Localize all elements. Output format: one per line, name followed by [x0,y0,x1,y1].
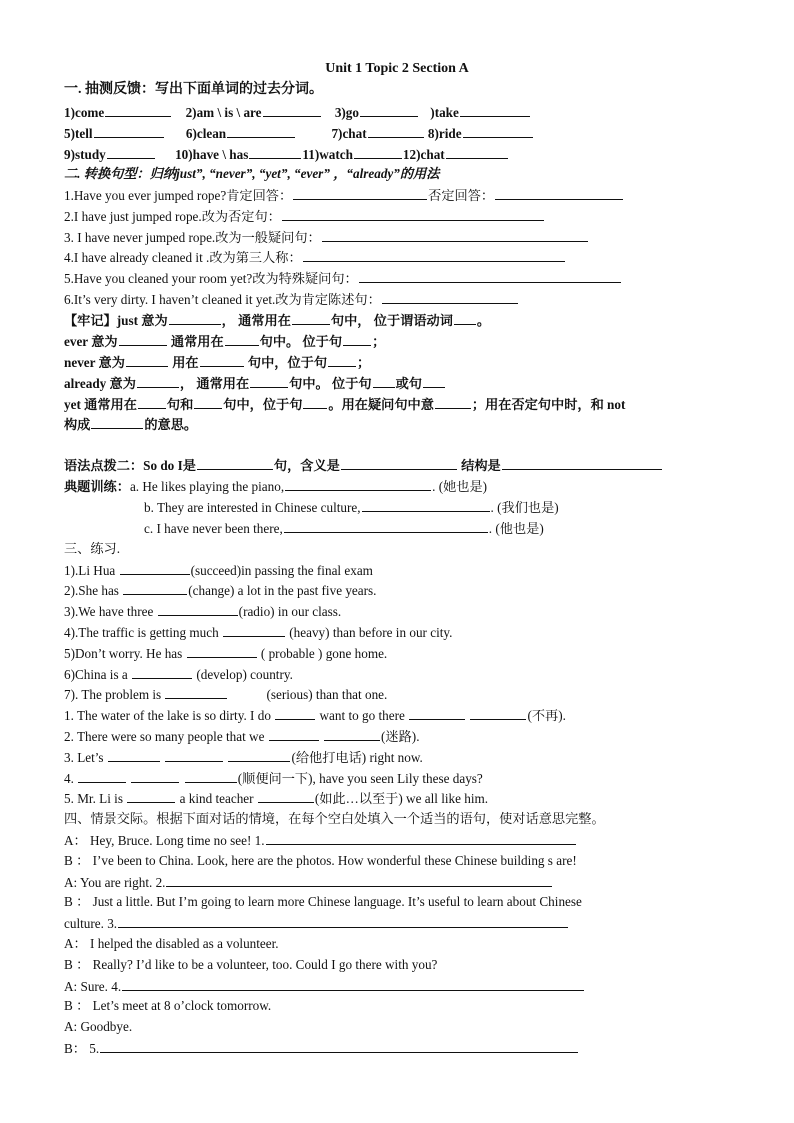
answer-blank[interactable] [269,728,319,741]
answer-blank[interactable] [322,229,588,242]
answer-blank[interactable] [122,978,584,991]
exercise-item-1: 1).Li Hua (succeed)in passing the final exam [64,563,373,578]
part1-row-1 [64,104,531,121]
translation-item-4: 4. (顺便问一下), have you seen Lily these days? [64,771,483,786]
answer-blank[interactable] [108,749,160,762]
dialogue-line-7: B ： Really? I’d like to be a volunteer, too. Could I go there with you? [64,957,438,972]
word: 8)ride [427,126,462,141]
answer-blank[interactable] [165,749,223,762]
grammar-line: 语法点拨二：So do I是 句，含义是 结构是 [64,457,663,474]
dialogue-line-11: B： 5. [64,1040,579,1057]
answer-blank[interactable] [409,707,465,720]
question-4: 4.I have already cleaned it .改为第三人称： [64,249,566,266]
exercise-item-4: 4).The traffic is getting much (heavy) than before in our city. [64,625,453,640]
translation-item-2: 2. There were so many people that we (迷路). [64,729,420,744]
answer-blank[interactable] [165,686,227,699]
answer-blank[interactable] [495,187,623,200]
answer-blank[interactable] [249,146,301,159]
word: 2)am \ is \ are [185,105,262,120]
exercise-item-6: 6)China is a (develop) country. [64,667,293,682]
answer-blank[interactable] [126,354,168,367]
answer-blank[interactable] [423,375,445,388]
answer-blank[interactable] [354,146,402,159]
exercise-item-7: 7). The problem is (serious) than that one. [64,687,388,702]
dialogue-line-4: B ： Just a little. But I’m going to learn more Chinese language. It’s useful to learn about Chinese [64,894,582,909]
answer-blank[interactable] [118,915,568,928]
page-title: Unit 1 Topic 2 Section A [325,61,469,76]
word: 12)chat [402,147,445,162]
answer-blank[interactable] [285,478,431,491]
part3-heading: 三、练习. [64,541,121,556]
exercise-item-5: 5)Don’t worry. He has ( probable ) gone home. [64,646,388,661]
answer-blank[interactable] [282,208,544,221]
answer-blank[interactable] [293,187,427,200]
drill-a: 典题训练：a. He likes playing the piano, . (她也是) [64,479,488,494]
answer-blank[interactable] [169,312,221,325]
memo-line-2: ever 意为 通常用在 句中。 位于句 ； [64,334,386,349]
translation-item-5: 5. Mr. Li is a kind teacher (如此…以至于) we all like him. [64,791,489,806]
answer-blank[interactable] [324,728,380,741]
answer-blank[interactable] [328,354,356,367]
memo-line-6: 构成 的意思。 [64,417,198,432]
answer-blank[interactable] [435,396,471,409]
part1-heading: 一. 抽测反馈：写出下面单词的过去分词。 [64,82,323,97]
answer-blank[interactable] [228,749,290,762]
answer-blank[interactable] [78,770,126,783]
answer-blank[interactable] [197,457,273,470]
answer-blank[interactable] [100,1040,578,1053]
dialogue-line-3: A: You are right. 2. [64,874,553,891]
answer-blank[interactable] [368,125,424,138]
answer-blank[interactable] [258,790,314,803]
part1-row-2 [64,125,534,142]
answer-blank[interactable] [373,375,395,388]
part2-heading: 二. 转换句型：归纳just”, “never”, “yet”, “ever” ，“already”的用法 [64,166,440,181]
answer-blank[interactable] [158,603,238,616]
answer-blank[interactable] [263,104,321,117]
question-1: 1.Have you ever jumped rope?肯定回答： 否定回答： [64,187,624,204]
answer-blank[interactable] [132,666,192,679]
answer-blank[interactable] [470,707,526,720]
answer-blank[interactable] [137,375,179,388]
answer-blank[interactable] [463,125,533,138]
answer-blank[interactable] [275,707,315,720]
dialogue-line-2: B ： I’ve been to China. Look, here are the photos. How wonderful these Chinese building s are! [64,853,577,868]
answer-blank[interactable] [123,582,187,595]
answer-blank[interactable] [225,333,259,346]
translation-item-3: 3. Let’s (给他打电话) right now. [64,750,423,765]
word: 9)study [64,147,106,162]
word: 6)clean [185,126,227,141]
answer-blank[interactable] [223,624,285,637]
exercise-item-2: 2).She has (change) a lot in the past five years. [64,583,377,598]
answer-blank[interactable] [91,416,143,429]
answer-blank[interactable] [131,770,179,783]
answer-blank[interactable] [250,375,288,388]
dialogue-line-10: A: Goodbye. [64,1019,133,1034]
memo-line-1: 【牢记】just 意为 ， 通常用在 句中， 位于谓语动词 。 [64,313,491,328]
drill-b: b. They are interested in Chinese culture, . (我们也是) [144,500,559,515]
part1-row-3 [64,146,509,163]
memo-line-4: already 意为 ， 通常用在 句中。 位于句 或句 [64,375,446,392]
word: 5)tell [64,126,93,141]
answer-blank[interactable] [187,645,257,658]
dialogue-line-1: A： Hey, Bruce. Long time no see! 1. [64,832,577,849]
answer-blank[interactable] [138,396,166,409]
answer-blank[interactable] [200,354,244,367]
answer-blank[interactable] [454,312,476,325]
answer-blank[interactable] [446,146,508,159]
answer-blank[interactable] [166,874,552,887]
answer-blank[interactable] [359,270,621,283]
dialogue-line-8: A: Sure. 4. [64,978,585,995]
drill-c: c. I have never been there, . (他也是) [144,521,544,536]
answer-blank[interactable] [343,333,371,346]
word: 10)have \ has [175,147,249,162]
answer-blank[interactable] [382,291,518,304]
answer-blank[interactable] [107,146,155,159]
answer-blank[interactable] [194,396,222,409]
question-2: 2.I have just jumped rope.改为否定句： [64,208,545,225]
answer-blank[interactable] [362,499,490,512]
answer-blank[interactable] [303,249,565,262]
answer-blank[interactable] [303,396,327,409]
answer-blank[interactable] [460,104,530,117]
answer-blank[interactable] [227,125,295,138]
question-5: 5.Have you cleaned your room yet?改为特殊疑问句： [64,270,622,287]
word: 7)chat [331,126,367,141]
exercise-item-3: 3).We have three (radio) in our class. [64,604,342,619]
answer-blank[interactable] [119,333,167,346]
memo-line-5: yet 通常用在 句和 句中，位于句 。用在疑问句中意 ；用在否定句中时，和 not [64,397,626,412]
answer-blank[interactable] [292,312,330,325]
part4-heading: 四、情景交际。根据下面对话的情境，在每个空白处填入一个适当的语句，使对话意思完整。 [64,811,605,826]
memo-line-3: never 意为 用在 句中，位于句 ； [64,355,371,370]
dialogue-line-6: A： I helped the disabled as a volunteer. [64,936,279,951]
question-6: 6.It’s very dirty. I haven’t cleaned it yet.改为肯定陈述句： [64,291,519,308]
answer-blank[interactable] [341,457,457,470]
answer-blank[interactable] [120,562,190,575]
answer-blank[interactable] [94,125,164,138]
dialogue-line-9: B ： Let’s meet at 8 o’clock tomorrow. [64,998,272,1013]
dialogue-line-5: culture. 3. [64,915,569,932]
answer-blank[interactable] [185,770,237,783]
question-3: 3. I have never jumped rope.改为一般疑问句： [64,229,589,246]
answer-blank[interactable] [502,457,662,470]
answer-blank[interactable] [360,104,418,117]
word: 11)watch [302,147,353,162]
word: )take [430,105,459,120]
answer-blank[interactable] [105,104,171,117]
answer-blank[interactable] [266,832,576,845]
answer-blank[interactable] [127,790,175,803]
word: 3)go [334,105,359,120]
answer-blank[interactable] [284,520,488,533]
translation-item-1: 1. The water of the lake is so dirty. I do want to go there (不再). [64,708,566,723]
word: 1)come [64,105,105,120]
